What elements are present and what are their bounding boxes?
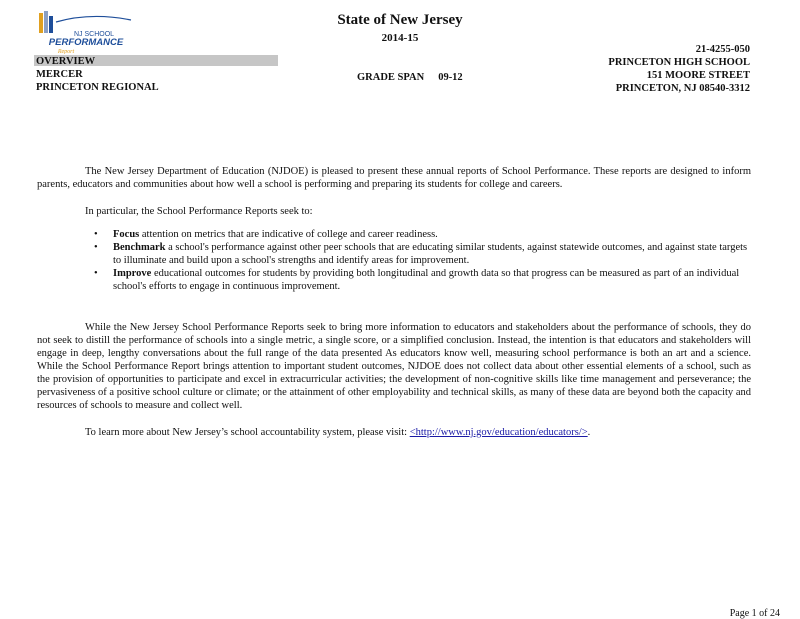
bullet-text: attention on metrics that are indicative of college and career readiness. <box>139 229 438 240</box>
list-item <box>94 267 751 293</box>
intro-paragraph: The New Jersey Department of Education (NJDOE) is pleased to present these annual reports of School Performance. These reports are designed to inform parents, educators and communities about how well a school is performing and preparing its students for college and careers. <box>37 166 751 190</box>
bullet-term: Benchmark <box>113 242 166 253</box>
page-number: Page 1 of 24 <box>729 608 780 619</box>
grade-span-label: GRADE SPAN <box>357 72 425 83</box>
school-city: PRINCETON, NJ 08540-3312 <box>615 83 750 94</box>
list-item <box>94 228 751 241</box>
learn-more-text: To learn more about New Jersey’s school accountability system, please visit: <box>85 427 410 438</box>
lead-paragraph: In particular, the School Performance Reports seek to: <box>85 206 313 217</box>
bullet-term: Focus <box>113 229 140 240</box>
school-name: PRINCETON HIGH SCHOOL <box>608 57 750 68</box>
goals-list <box>37 228 751 293</box>
main-paragraph: While the New Jersey School Performance Reports seek to bring more information to educators and stakeholders about the performance of schools, they do not seek to distill the performance of schools into a single metric, a single score, or a simplified conclusion. Instead, the intention is that educators and stakeholders will engage in deep, lengthy conversations about the full range of the data presented As educators know well, measuring school performance is both an art and a science. While the School Performance Report brings attention to important student outcomes, NJDOE does not collect data about other essential elements of a school, such as the provision of opportunities to participate and excel in extracurricular activities; the development of non-cognitive skills like time management and perseverance; the pervasiveness of a positive school culture or climate; or the attainment of other employability and technical skills, as many of these data are beyond both the capacity and resources of schools to measure and collect well. <box>37 322 751 411</box>
grade-span-value: 09-12 <box>438 72 463 83</box>
bullet-text: educational outcomes for students by providing both longitudinal and growth data so that progress can be measured as part of an individual school's efforts to engage in continuous improvement. <box>113 268 740 292</box>
learn-more-suffix: . <box>587 427 591 438</box>
svg-text:PERFORMANCE: PERFORMANCE <box>48 37 124 48</box>
report-body <box>37 165 751 439</box>
accountability-link[interactable]: <http://www.nj.gov/education/educators/> <box>409 427 588 438</box>
school-street: 151 MOORE STREET <box>646 70 750 81</box>
grade-span <box>357 72 463 83</box>
district-name: PRINCETON REGIONAL <box>36 82 159 93</box>
svg-text:NJ SCHOOL: NJ SCHOOL <box>73 31 115 38</box>
school-code: 21-4255-050 <box>695 44 750 55</box>
bullet-term: Improve <box>113 268 152 279</box>
learn-more-paragraph <box>37 426 751 439</box>
section-title: OVERVIEW <box>36 56 96 67</box>
page-title: State of New Jersey <box>337 12 463 28</box>
list-item <box>94 241 751 267</box>
bullet-text: a school's performance against other peer schools that are educating similar students, against statewide outcomes, and against state targets to illuminate and build upon a school's strengths and identify areas for improvement. <box>113 242 748 266</box>
county-name: MERCER <box>36 69 83 80</box>
svg-text:Report: Report <box>57 49 75 54</box>
school-year: 2014-15 <box>381 32 419 44</box>
